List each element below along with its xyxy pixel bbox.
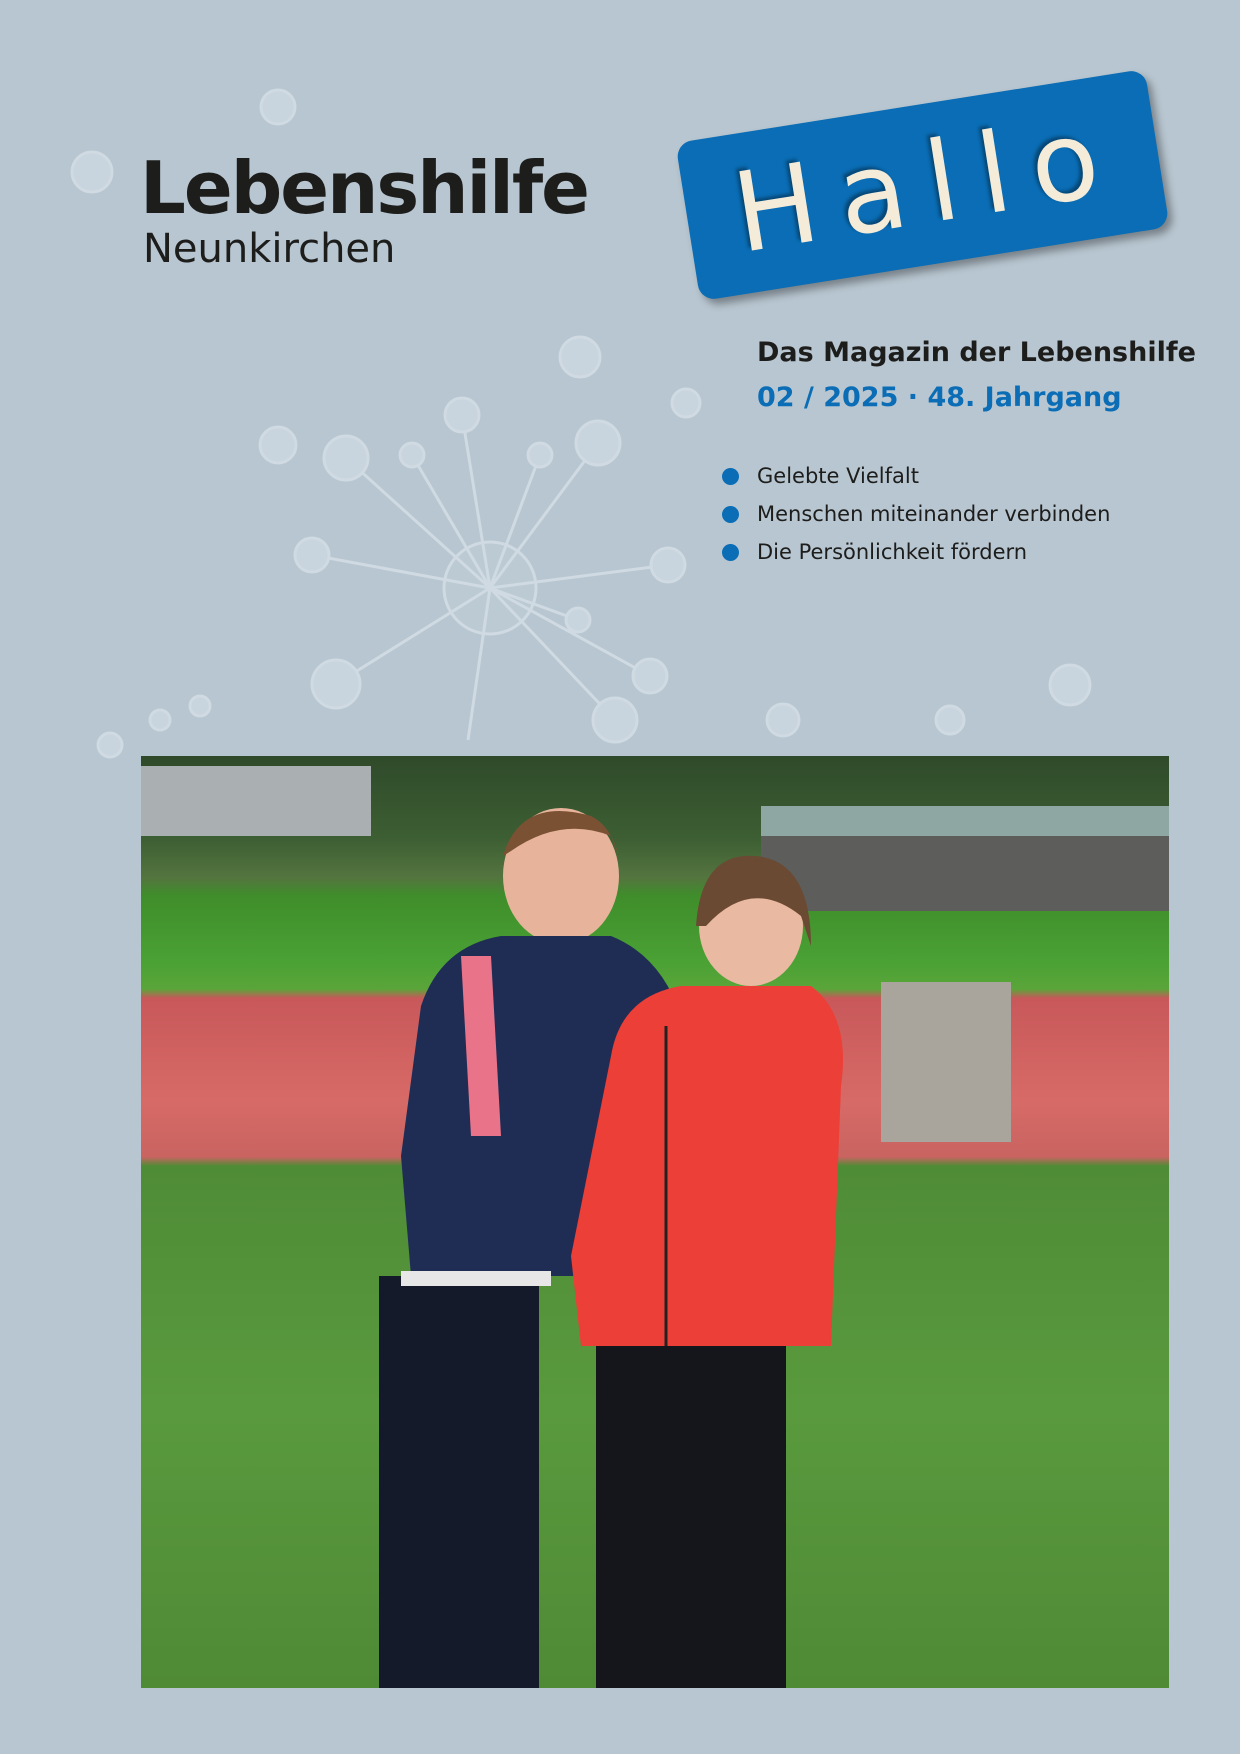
bullet-text: Gelebte Vielfalt xyxy=(757,464,919,488)
list-item xyxy=(722,533,1110,571)
bullet-text: Menschen miteinander verbinden xyxy=(757,502,1111,526)
list-item xyxy=(722,457,1110,495)
list-item xyxy=(722,495,1110,533)
bullet-icon xyxy=(722,506,739,523)
issue-info: 02 / 2025 · 48. Jahrgang xyxy=(757,382,1122,413)
magazine-subtitle: Das Magazin der Lebenshilfe xyxy=(757,337,1196,368)
logo-name: Lebenshilfe xyxy=(140,146,588,230)
tagline-list xyxy=(722,457,1110,571)
bullet-text: Die Persönlichkeit fördern xyxy=(757,540,1028,564)
logo-location: Neunkirchen xyxy=(143,226,396,272)
bullet-icon xyxy=(722,544,739,561)
badge-title: Hallo xyxy=(725,90,1130,278)
lebenshilfe-logo xyxy=(140,146,588,272)
cover-photo xyxy=(141,756,1169,1688)
cover-photo-illustration xyxy=(141,756,1169,1688)
bullet-icon xyxy=(722,468,739,485)
